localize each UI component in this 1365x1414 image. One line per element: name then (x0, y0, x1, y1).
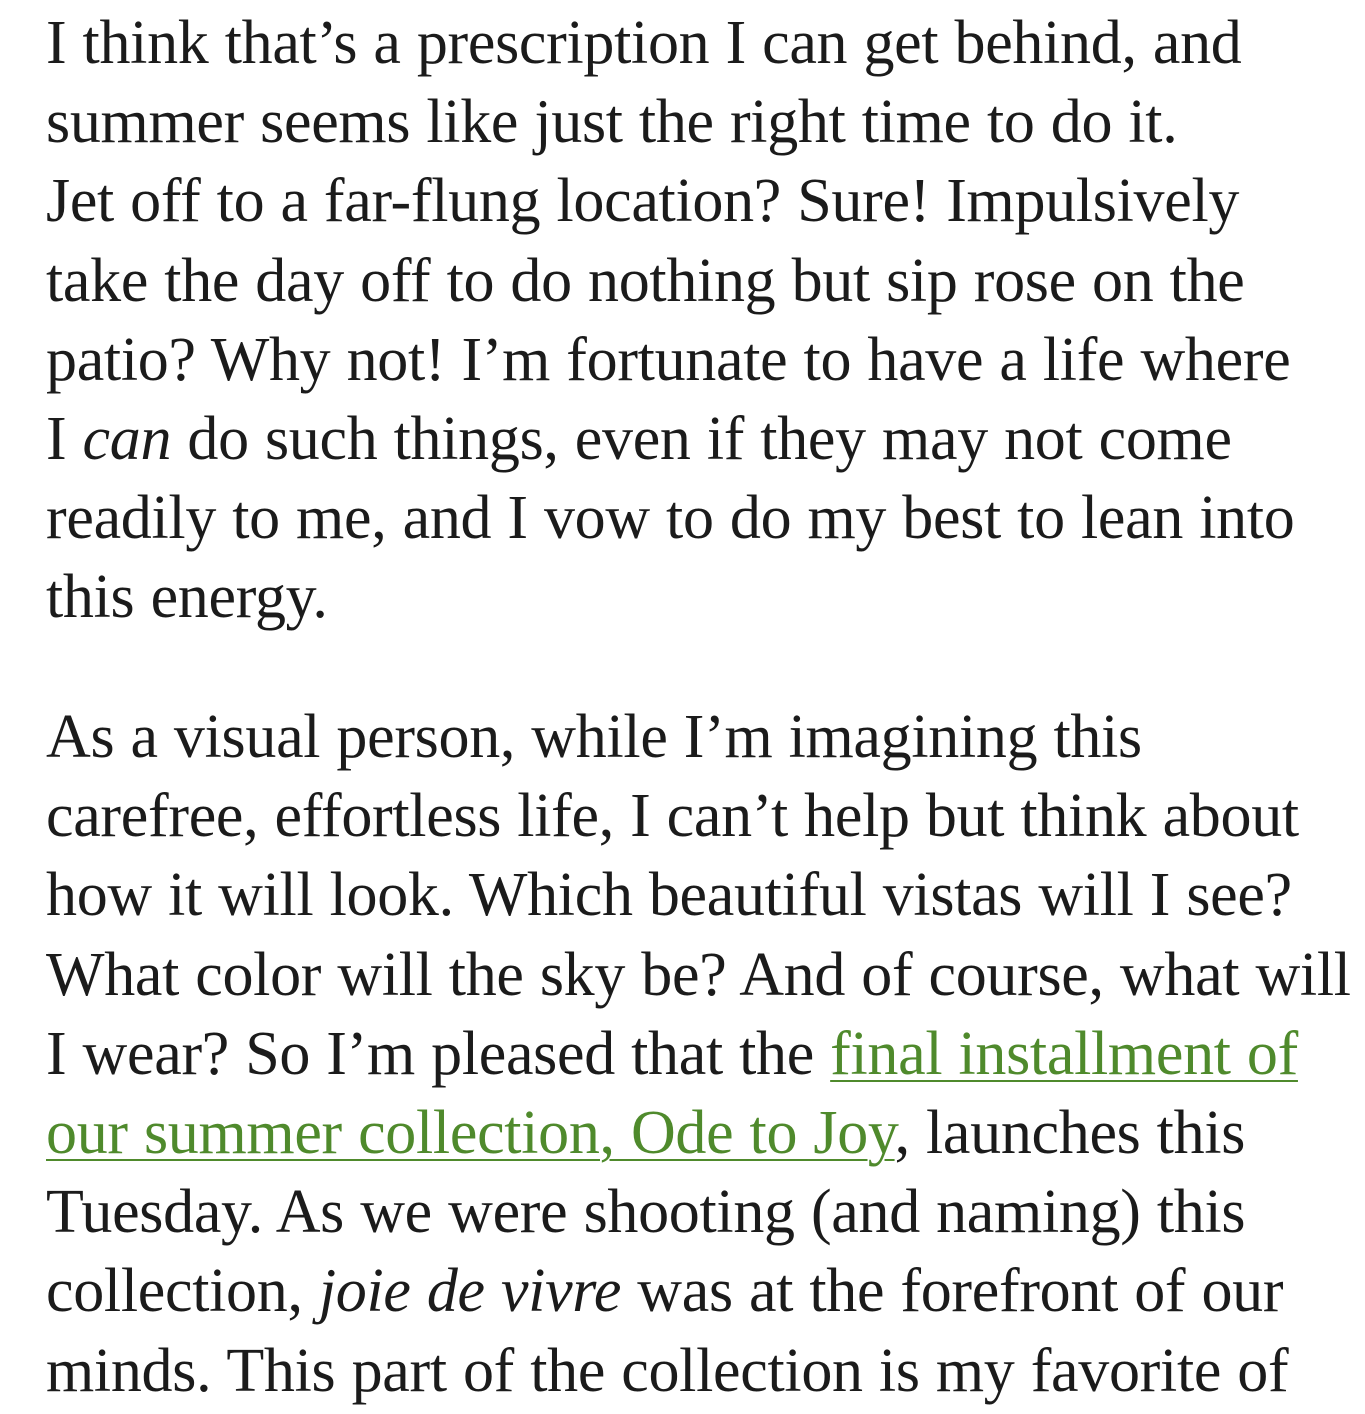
paragraph-1-line-2: summer seems like just the right time to do it. (46, 88, 1178, 157)
summer-collection-link-part-2[interactable]: our summer collection, Ode to Joy (46, 1099, 895, 1168)
paragraph-2-line-2: carefree, effortless life, I can’t help but think about (46, 782, 1299, 851)
paragraph-1-line-1: I think that’s a prescription I can get behind, and (46, 9, 1242, 77)
paragraph-2-line-1: As a visual person, while I’m imagining this (46, 703, 1142, 771)
line-6-suffix: , launches this (894, 1099, 1246, 1168)
line-8-prefix: collection, (46, 1257, 319, 1326)
summer-collection-link-part-1[interactable]: final installment of (830, 1019, 1298, 1088)
paragraph-1-line-8: this energy. (46, 563, 328, 632)
paragraph-1-line-5: patio? Why not! I’m fortunate to have a life where (46, 325, 1291, 394)
paragraph-2-line-8 (46, 1252, 1346, 1331)
paragraph-1-line-7: readily to me, and I vow to do my best to lean into (46, 484, 1295, 553)
paragraph-1-line-4: take the day off to do nothing but sip rose on the (46, 246, 1245, 315)
paragraph-2-line-4: What color will the sky be? And of course, what will (46, 940, 1351, 1009)
line-5-prefix: I wear? So I’m pleased that the (46, 1019, 831, 1088)
paragraph-2-line-7: Tuesday. As we were shooting (and naming) this (46, 1178, 1246, 1247)
paragraph-2-line-3: how it will look. Which beautiful vistas will I see? (46, 861, 1292, 930)
line-8-suffix: was at the forefront of our (621, 1257, 1284, 1326)
emphasis-can: can (82, 405, 172, 474)
emphasis-joie-de-vivre: joie de vivre (318, 1257, 622, 1326)
paragraph-1 (46, 4, 1346, 638)
paragraph-1-line-3: Jet off to a far-flung location? Sure! Impulsively (46, 167, 1240, 236)
line-6-suffix: do such things, even if they may not come (171, 405, 1232, 474)
paragraph-2-line-5 (46, 1015, 1346, 1094)
paragraph-1-line-6 (46, 400, 1346, 479)
paragraph-2 (46, 698, 1351, 1411)
paragraph-2-line-9: minds. This part of the collection is my favorite of (46, 1336, 1289, 1405)
paragraph-2-line-6 (46, 1094, 1346, 1173)
line-6-prefix: I (46, 405, 83, 474)
